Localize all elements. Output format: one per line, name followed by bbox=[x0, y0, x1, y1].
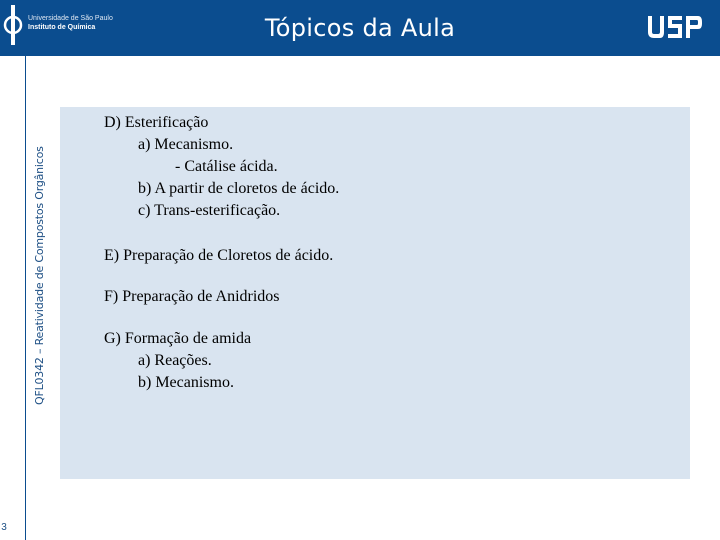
topic-g: G) Formação de amida bbox=[104, 330, 252, 347]
topic-d: D) Esterificação bbox=[104, 114, 209, 131]
iq-emblem-icon bbox=[2, 3, 24, 47]
course-label: QFL0342 – Reatividade de Compostos Orgânicos bbox=[33, 146, 46, 405]
page-title: Tópicos da Aula bbox=[264, 14, 456, 42]
left-sidebar bbox=[0, 56, 25, 540]
subtopic-d-a: a) Mecanismo. bbox=[138, 136, 234, 153]
subtopic-d-b: b) A partir de cloretos de ácido. bbox=[138, 180, 340, 197]
institution-line2: Instituto de Química bbox=[28, 24, 96, 31]
subtopic-g-a: a) Reações. bbox=[138, 352, 212, 369]
topic-e: E) Preparação de Cloretos de ácido. bbox=[104, 247, 334, 264]
subtopic-d-c: c) Trans-esterificação. bbox=[138, 202, 281, 219]
subtopic-d-a-1: - Catálise ácida. bbox=[175, 158, 278, 175]
sidebar-divider bbox=[25, 56, 26, 540]
institution-line1: Universidade de São Paulo bbox=[28, 15, 113, 22]
institute-logo bbox=[0, 0, 120, 50]
topic-f: F) Preparação de Anidridos bbox=[104, 288, 280, 305]
header-bar bbox=[0, 0, 720, 56]
usp-logo-icon bbox=[646, 14, 704, 42]
subtopic-g-b: b) Mecanismo. bbox=[138, 374, 234, 391]
page-number: 3 bbox=[1, 522, 7, 533]
